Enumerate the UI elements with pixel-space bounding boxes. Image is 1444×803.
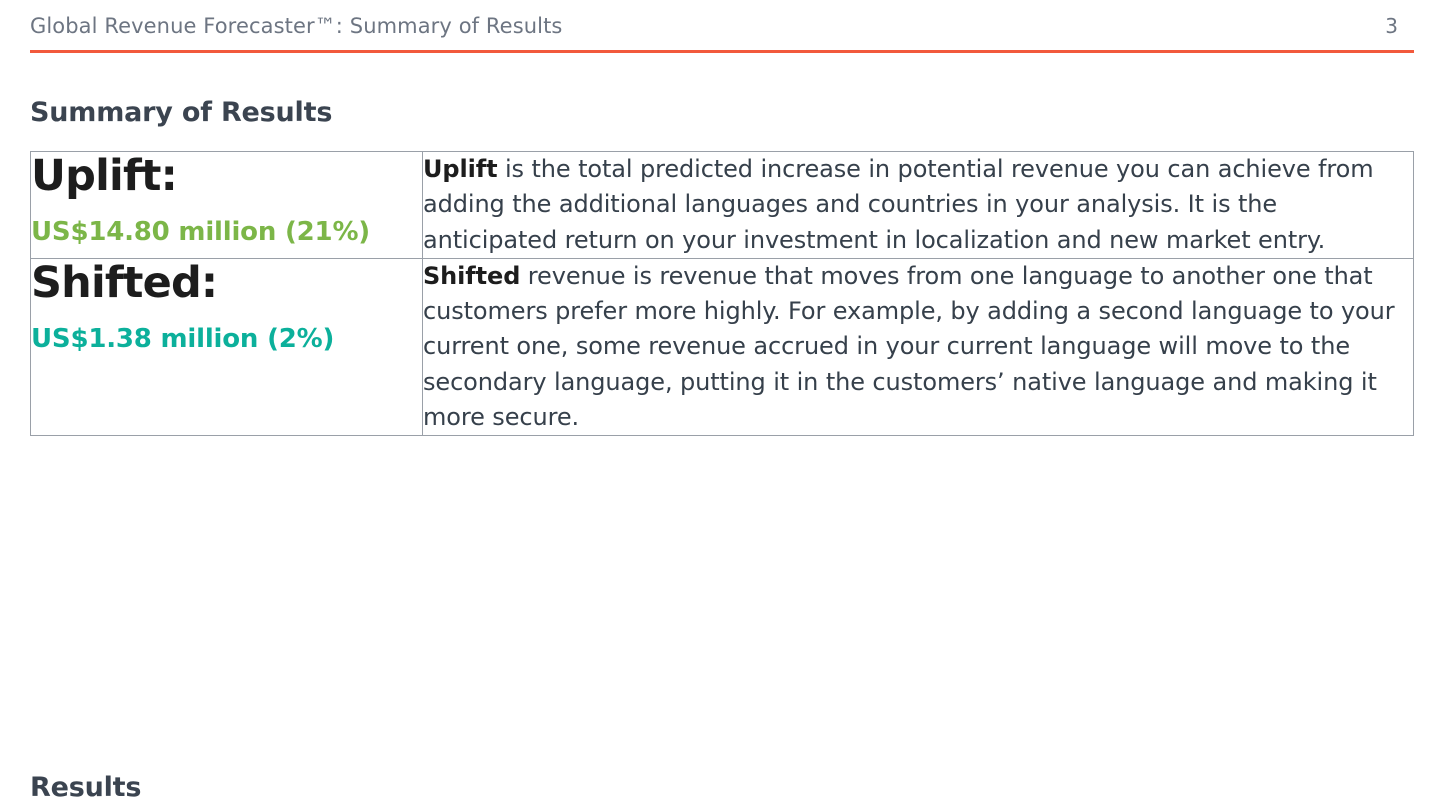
uplift-description-lead: Uplift [423,155,498,183]
uplift-description [423,152,1413,258]
uplift-term: Uplift: [31,151,178,201]
table-row [31,152,1414,259]
shifted-description-lead: Shifted [423,261,521,290]
shifted-description-rest: revenue is revenue that moves from one language to another one that customers prefer more highly. For example, by adding a second language to your current one, some revenue accrued in your current language will move to the secondary language, putting it in the customers’ native language and making it more secure. [423,261,1395,431]
table-row [31,258,1414,435]
header-divider [30,50,1414,53]
uplift-value: US$14.80 million (21%) [31,217,370,248]
page-number: 3 [1385,14,1398,38]
page-title: Global Revenue Forecaster™: Summary of Results [30,14,563,38]
results-heading: Results [30,772,142,803]
shifted-label-cell [31,258,423,435]
uplift-label-cell [31,152,423,259]
shifted-term: Shifted: [31,257,218,308]
summary-table [30,151,1414,436]
shifted-description [423,259,1413,435]
shifted-value: US$1.38 million (2%) [31,323,335,354]
page-header [0,0,1444,38]
shifted-description-cell [423,258,1414,435]
section-heading: Summary of Results [30,97,333,128]
uplift-description-rest: is the total predicted increase in potential revenue you can achieve from adding the additional languages and countries in your analysis. It is the anticipated return on your investment in localization and new market entry. [423,155,1374,254]
uplift-description-cell [423,152,1414,259]
